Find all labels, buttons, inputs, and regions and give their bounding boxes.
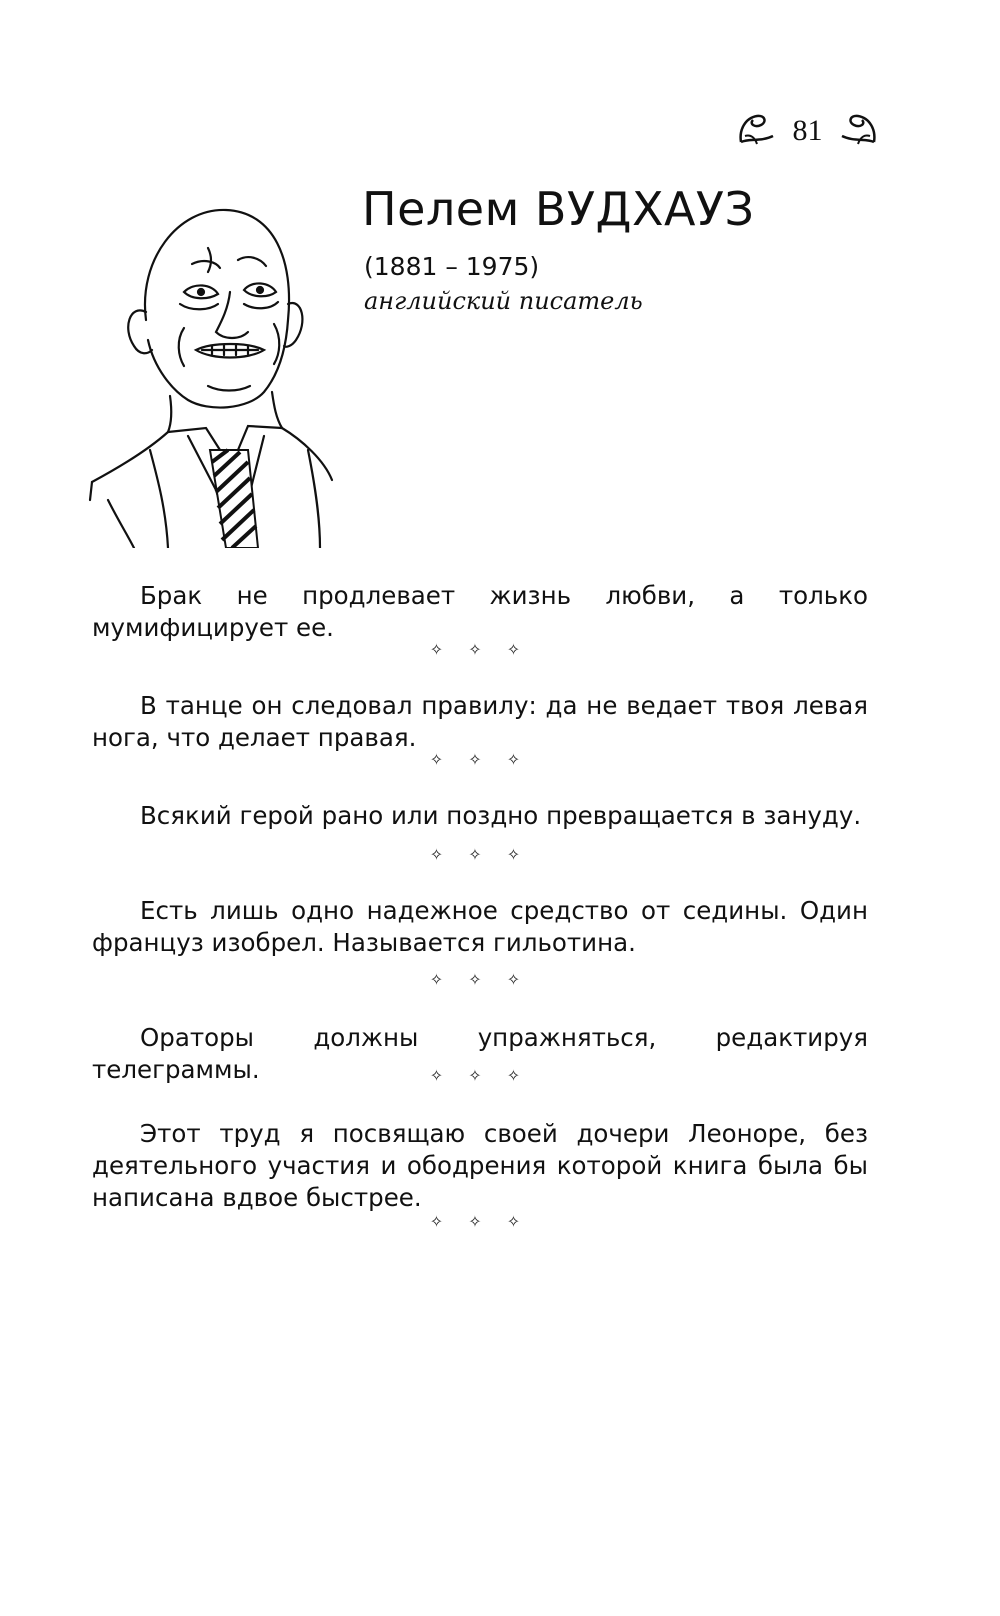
page-number-block (735, 106, 880, 152)
author-portrait (88, 200, 340, 548)
quote-6: Этот труд я посвящаю своей дочери Леоноре, без деятельного участия и ободрения которой книга была бы написана вдвое быстрее. (92, 1119, 868, 1212)
quote-1: Брак не продлевает жизнь любви, а только мумифицирует ее. (92, 581, 868, 642)
page-number: 81 (792, 114, 823, 147)
author-role: английский писатель (364, 287, 643, 315)
separator-4: ✧ ✧ ✧ (429, 970, 531, 989)
separator-5: ✧ ✧ ✧ (429, 1066, 531, 1085)
ornament-right-icon (838, 108, 880, 150)
quote-3: Всякий герой рано или поздно превращается в зануду. (140, 801, 862, 830)
separator-3: ✧ ✧ ✧ (429, 845, 531, 864)
quote-5: Ораторы должны упражняться, редактируя телеграммы. (92, 1023, 868, 1084)
separator-2: ✧ ✧ ✧ (429, 750, 531, 769)
author-name: Пелем ВУДХАУЗ (362, 182, 755, 236)
separator-1: ✧ ✧ ✧ (429, 640, 531, 659)
quote-4: Есть лишь одно надежное средство от седины. Один француз изобрел. Называется гильотина. (92, 896, 868, 957)
separator-6: ✧ ✧ ✧ (429, 1212, 531, 1231)
author-years: (1881 – 1975) (364, 252, 540, 281)
quote-2: В танце он следовал правилу: да не ведает твоя левая нога, что делает правая. (92, 691, 868, 752)
ornament-left-icon (735, 108, 777, 150)
